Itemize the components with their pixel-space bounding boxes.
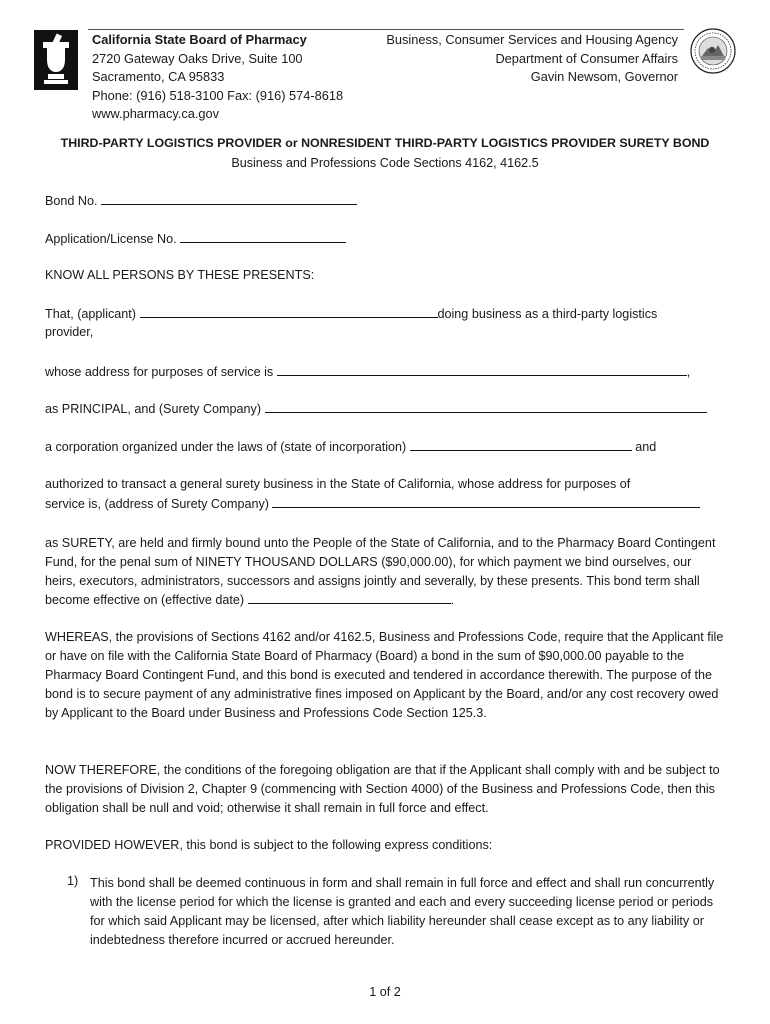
and-text: and [635, 440, 657, 454]
condition-1-number: 1) [67, 874, 79, 888]
agency-name: Business, Consumer Services and Housing Agency [386, 32, 678, 47]
form-title: THIRD-PARTY LOGISTICS PROVIDER or NONRESIDENT THIRD-PARTY LOGISTICS PROVIDER SURETY BOND [60, 136, 710, 150]
surety-company-field[interactable] [265, 401, 707, 413]
principal-row [45, 401, 707, 416]
service-address-field[interactable] [277, 364, 687, 376]
principal-label: as PRINCIPAL, and (Surety Company) [45, 402, 262, 416]
condition-1-text: This bond shall be deemed continuous in form and shall remain in full force and effect and shall run concurrently with the license period for which the license is granted and each and every succeeding license period or periods for which said Applicant may be licensed, after which liability hereunder shall cease except as to any liability or indebtedness therefore incurred or accrued hereunder. [90, 876, 715, 947]
board-website: www.pharmacy.ca.gov [92, 106, 220, 122]
governor-name: Gavin Newsom, Governor [530, 69, 678, 85]
effective-date-label: This bond term shall become effective on (effective date) [45, 574, 700, 607]
service-address-row: whose address for purposes of service is , [45, 365, 691, 379]
board-phone-fax: Phone: (916) 518-3100 Fax: (916) 574-8618 [92, 87, 344, 103]
surety-address-label: service is, (address of Surety Company) [45, 497, 269, 511]
license-no-row [45, 231, 346, 246]
bond-no-field[interactable] [101, 193, 357, 205]
corporation-row [45, 439, 656, 454]
header-rule [88, 29, 684, 30]
provider-text: provider, [45, 325, 94, 339]
department-name: Department of Consumer Affairs [495, 50, 678, 66]
board-name: California State Board of Pharmacy [92, 32, 307, 47]
provided-however-paragraph: PROVIDED HOWEVER, this bond is subject to the following express conditions: [45, 838, 493, 852]
applicant-field[interactable] [140, 306, 438, 318]
know-all-persons: KNOW ALL PERSONS BY THESE PRESENTS: [45, 268, 315, 282]
whereas-paragraph: WHEREAS, the provisions of Sections 4162 and/or 4162.5, Business and Professions Code, require that the Applicant file or have on file with the California State Board of Pharmacy (Board) a bond in the sum of $90,000.00 payable to the Pharmacy Board Contingent Fund, and this bond is executed and tendered in accordance therewith. The purpose of the bond is to secure payment of any administrative fines imposed on Applicant by the Board, and/or any cost recovery owed by Applicant to the Board under Business and Professions Code Section 125.3. [45, 630, 724, 720]
form-subtitle: Business and Professions Code Sections 4162, 4162.5 [231, 156, 539, 170]
bond-no-row [45, 193, 357, 208]
state-seal-icon [690, 28, 736, 74]
dba-text: doing business as a third-party logistics [437, 307, 658, 321]
service-address-label: whose address for purposes of service is [45, 365, 274, 379]
effective-date-field[interactable] [248, 592, 451, 604]
surety-address-field[interactable] [272, 496, 700, 508]
license-no-label: Application/License No. [45, 232, 177, 246]
now-therefore-paragraph: NOW THEREFORE, the conditions of the foregoing obligation are that if the Applicant shall comply with and be subject to the provisions of Division 2, Chapter 9 (commencing with Section 4000) of the Business and Professions Code, then this obligation shall be null and void; otherwise it shall remain in full force and effect. [45, 763, 720, 815]
applicant-label: That, (applicant) [45, 307, 136, 321]
surety-paragraph: as SURETY, are held and firmly bound unto the People of the State of California, and to the Pharmacy Board Contingent Fund, for the penal sum of NINETY THOUSAND DOLLARS ($90,000.00), for which payment we bind ourselves, our heirs, executors, administrators, successors and assigns jointly and severally, by these presents. This bond term shall become effective on (effective date) . [45, 536, 716, 607]
authorized-text: authorized to transact a general surety business in the State of California, whose address for purposes of [45, 477, 631, 491]
board-address-line1: 2720 Gateway Oaks Drive, Suite 100 [92, 50, 303, 66]
bond-no-label: Bond No. [45, 194, 98, 208]
agency-block [386, 31, 678, 87]
surety-address-row [45, 496, 700, 511]
board-address-line2: Sacramento, CA 95833 [92, 69, 225, 85]
corporation-label: a corporation organized under the laws of (state of incorporation) [45, 440, 407, 454]
license-no-field[interactable] [180, 231, 346, 243]
surety-paragraph-text: as SURETY, are held and firmly bound unto the People of the State of California, and to the Pharmacy Board Contingent Fund, for the penal sum of NINETY THOUSAND DOLLARS ($90,000.00), for which payment we bind ourselves, our heirs, executors, administrators, successors and assigns jointly and severally, by these presents. [45, 536, 716, 588]
state-incorporation-field[interactable] [410, 439, 632, 451]
page-number: 1 of 2 [369, 985, 401, 999]
mortar-pestle-logo [34, 30, 78, 90]
applicant-row [45, 306, 657, 321]
board-contact-block [92, 31, 343, 124]
